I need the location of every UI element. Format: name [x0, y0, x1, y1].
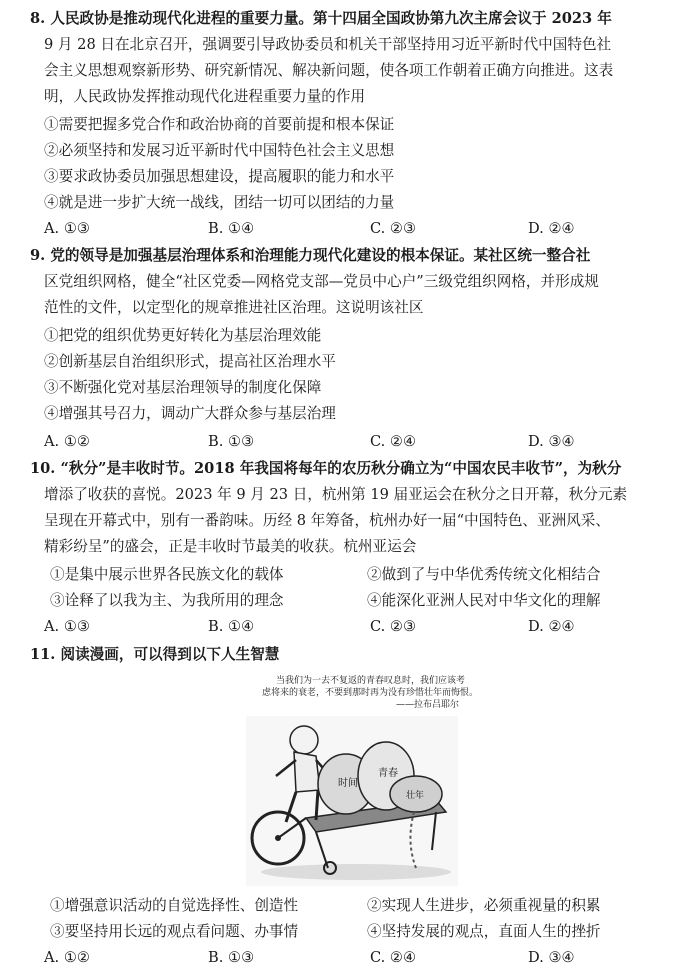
q10-stem-line-4: 精彩纷呈”的盛会，正是丰收时节最美的收获。杭州亚运会 [44, 538, 417, 555]
q11-stem: 11. 阅读漫画，可以得到以下人生智慧 [30, 646, 280, 663]
q9-item-4: ④增强其号召力，调动广大群众参与基层治理 [44, 405, 336, 422]
q9-choice-d[interactable]: D. ③④ [528, 433, 575, 450]
q11-choice-d[interactable]: D. ③④ [528, 949, 575, 966]
q10-item-1: ①是集中展示世界各民族文化的载体 [50, 566, 284, 583]
q10-stem-line-1: 10. “秋分”是丰收时节。2018 年我国将每年的农历秋分确立为“中国农民丰收节”，为秋分 [30, 460, 622, 477]
q10-item-4: ④能深化亚洲人民对中华文化的理解 [367, 592, 601, 609]
q8-stem-line-2: 9 月 28 日在北京召开，强调要引导政协委员和机关干部坚持用习近平新时代中国特色社 [44, 36, 612, 53]
q10-choice-b[interactable]: B. ①④ [208, 618, 255, 635]
rider-head [290, 726, 318, 754]
q11-choice-b[interactable]: B. ①③ [208, 949, 255, 966]
q10-choice-d[interactable]: D. ②④ [528, 618, 575, 635]
q11-item-3: ③要坚持用长远的观点看问题、办事情 [50, 923, 299, 940]
comic-quote-line-2: 虑将来的衰老，不要到那时再为没有珍惜壮年而悔恨。 [262, 688, 479, 698]
q8-stem-line-4: 明，人民政协发挥推动现代化进程重要力量的作用 [44, 88, 366, 105]
comic-quote-line-1: 当我们为一去不复返的青春叹息时，我们应该考 [276, 676, 466, 686]
q11-choice-c[interactable]: C. ②④ [370, 949, 417, 966]
q9-choice-b[interactable]: B. ①③ [208, 433, 255, 450]
q8-item-4: ④就是进一步扩大统一战线，团结一切可以团结的力量 [44, 194, 395, 211]
q9-choice-a[interactable]: A. ①② [44, 433, 90, 450]
q8-choice-c[interactable]: C. ②③ [370, 220, 417, 237]
q8-choice-d[interactable]: D. ②④ [528, 220, 575, 237]
q9-stem-line-2: 区党组织网格，健全“社区党委—网格党支部—党员中心户”三级党组织网格，并形成规 [44, 273, 599, 290]
q10-choice-c[interactable]: C. ②③ [370, 618, 417, 635]
q9-item-2: ②创新基层自治组织形式，提高社区治理水平 [44, 353, 336, 370]
q11-choice-a[interactable]: A. ①② [44, 949, 90, 966]
q11-item-4: ④坚持发展的观点，直面人生的挫折 [367, 923, 601, 940]
q9-stem-line-1: 9. 党的领导是加强基层治理体系和治理能力现代化建设的根本保证。某社区统一整合社 [30, 247, 591, 264]
q10-choice-a[interactable]: A. ①③ [44, 618, 90, 635]
q10-item-3: ③诠释了以我为主、为我所用的理念 [50, 592, 284, 609]
sack-label-prime: 壮年 [406, 791, 425, 801]
q9-item-1: ①把党的组织优势更好转化为基层治理效能 [44, 327, 322, 344]
q8-item-1: ①需要把握多党合作和政治协商的首要前提和根本保证 [44, 116, 395, 133]
q8-choice-a[interactable]: A. ①③ [44, 220, 90, 237]
q11-item-2: ②实现人生进步，必须重视量的积累 [367, 897, 601, 914]
q9-stem-line-3: 范性的文件，以定型化的规章推进社区治理。这说明该社区 [44, 299, 424, 316]
q10-item-2: ②做到了与中华优秀传统文化相结合 [367, 566, 601, 583]
q10-stem-line-3: 呈现在开幕式中，别有一番韵味。历经 8 年筹备，杭州办好一届“中国特色、亚洲风采、 [44, 512, 610, 529]
q8-stem-line-1: 8. 人民政协是推动现代化进程的重要力量。第十四届全国政协第九次主席会议于 2023 年 [30, 10, 612, 27]
q10-stem-line-2: 增添了收获的喜悦。2023 年 9 月 23 日，杭州第 19 届亚运会在秋分之日开幕，秋分元素 [44, 486, 628, 503]
q11-item-1: ①增强意识活动的自觉选择性、创造性 [50, 897, 299, 914]
sack-label-time: 时间 [338, 778, 358, 789]
q8-item-2: ②必须坚持和发展习近平新时代中国特色社会主义思想 [44, 142, 395, 159]
q8-stem-line-3: 会主义思想观察新形势、研究新情况、解决新问题，使各项工作朝着正确方向推进。这表 [44, 62, 614, 79]
q8-item-3: ③要求政协委员加强思想建设，提高履职的能力和水平 [44, 168, 395, 185]
rider-body [294, 752, 320, 792]
q9-choice-c[interactable]: C. ②④ [370, 433, 417, 450]
q8-choice-b[interactable]: B. ①④ [208, 220, 255, 237]
sack-label-youth: 青春 [378, 768, 398, 779]
comic-quote-author: ——拉布吕耶尔 [396, 700, 460, 710]
q9-item-3: ③不断强化党对基层治理领导的制度化保障 [44, 379, 322, 396]
